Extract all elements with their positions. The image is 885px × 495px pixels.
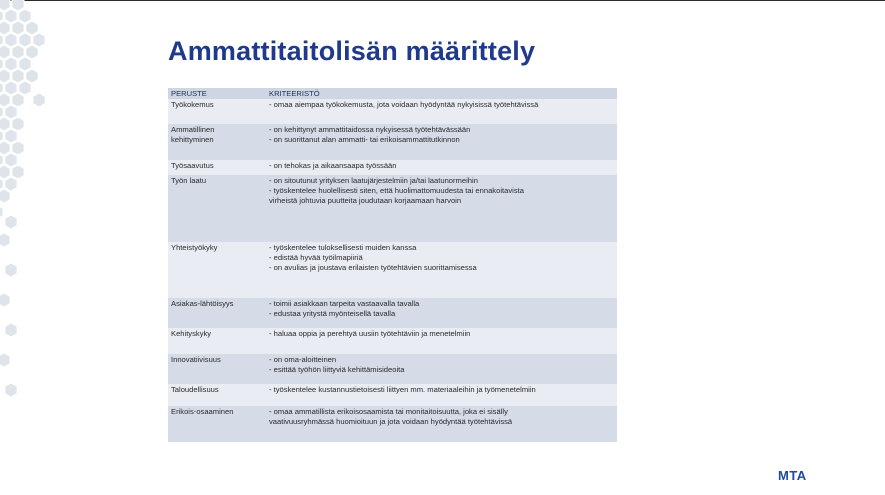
table-row xyxy=(168,328,617,354)
kriteeri-line: - edustaa yritystä myönteisellä tavalla xyxy=(269,309,396,318)
peruste-cell xyxy=(168,384,266,406)
column-header-kriteeristo: KRITEERISTÖ xyxy=(266,88,617,99)
kriteeri-line: - edistää hyvää työilmapiiriä xyxy=(269,253,363,262)
hexagon-shape xyxy=(19,33,31,47)
peruste-cell xyxy=(168,298,266,328)
peruste-cell xyxy=(168,328,266,354)
hexagon-shape xyxy=(0,21,10,35)
hexagon-shape xyxy=(0,69,10,83)
hexagon-shape xyxy=(0,233,10,247)
kriteeri-line: - omaa ammatillista erikoisosaamista tai monitaitoisuutta, joka ei sisälly xyxy=(269,407,508,416)
hexagon-shape xyxy=(0,293,10,307)
hexagon-decoration xyxy=(0,0,60,400)
peruste-line: Työkokemus xyxy=(171,100,214,109)
hexagon-shape xyxy=(5,215,17,229)
kriteeri-cell xyxy=(266,124,617,160)
peruste-line: Kehityskyky xyxy=(171,329,212,338)
kriteeri-line: - työskentelee tuloksellisesti muiden kanssa xyxy=(269,243,417,252)
hexagon-shape xyxy=(5,105,17,119)
hexagon-shape xyxy=(12,141,24,155)
hexagon-shape xyxy=(12,117,24,131)
hexagon-shape xyxy=(33,93,45,107)
kriteeri-cell xyxy=(266,242,617,298)
hexagon-shape xyxy=(0,177,3,191)
table-row xyxy=(168,406,617,442)
hexagon-shape xyxy=(12,45,24,59)
peruste-cell xyxy=(168,99,266,124)
hexagon-shape xyxy=(0,205,3,219)
kriteeri-line: vaativuusryhmässä huomioituun ja jota voidaan hyödyntää työtehtävissä xyxy=(269,417,513,426)
hexagon-shape xyxy=(0,105,3,119)
table-row xyxy=(168,384,617,406)
kriteeri-cell xyxy=(266,354,617,384)
table-row xyxy=(168,160,617,175)
table-header-row xyxy=(168,88,617,99)
peruste-line: Taloudellisuus xyxy=(171,385,219,394)
hexagon-shape xyxy=(0,9,3,23)
kriteeri-line: - työskentelee kustannustietoisesti liittyen mm. materiaaleihin ja työmenetelmiin xyxy=(269,385,536,394)
hexagon-shape xyxy=(5,81,17,95)
peruste-cell xyxy=(168,354,266,384)
peruste-line: Työn laatu xyxy=(171,176,207,185)
hexagon-shape xyxy=(26,45,38,59)
table-row xyxy=(168,354,617,384)
hexagon-shape xyxy=(5,129,17,143)
hexagon-shape xyxy=(26,69,38,83)
hexagon-shape xyxy=(0,93,10,107)
hexagon-shape xyxy=(12,21,24,35)
criteria-table xyxy=(168,88,617,442)
hexagon-shape xyxy=(12,165,24,179)
peruste-line: kehittyminen xyxy=(171,135,214,144)
hexagon-shape xyxy=(0,0,10,11)
hexagon-shape xyxy=(12,69,24,83)
kriteeri-line: - on kehittynyt ammattitaidossa nykyisessä työtehtävässään xyxy=(269,125,471,134)
hexagon-shape xyxy=(19,81,31,95)
hexagon-shape xyxy=(0,153,3,167)
hexagon-shape xyxy=(0,45,10,59)
hexagon-shape xyxy=(12,0,24,11)
hexagon-shape xyxy=(0,353,10,367)
hexagon-shape xyxy=(5,177,17,191)
kriteeri-line: - on oma-aloitteinen xyxy=(269,355,337,364)
top-border xyxy=(0,0,885,1)
hexagon-shape xyxy=(5,323,17,337)
table-row xyxy=(168,175,617,242)
peruste-cell xyxy=(168,406,266,442)
peruste-line: Työsaavutus xyxy=(171,161,214,170)
table-row xyxy=(168,298,617,328)
kriteeri-line: virheistä johtuvia puutteita joudutaan korjaamaan harvoin xyxy=(269,196,462,205)
hexagon-shape xyxy=(26,21,38,35)
hexagon-shape xyxy=(33,33,45,47)
kriteeri-line: - esittää työhön liittyviä kehittämisideoita xyxy=(269,365,405,374)
peruste-line: Innovatiivisuus xyxy=(171,355,221,364)
peruste-cell xyxy=(168,124,266,160)
kriteeri-line: - on avulias ja joustava erilaisten työtehtävien suorittamisessa xyxy=(269,263,477,272)
table-row xyxy=(168,242,617,298)
hexagon-shape xyxy=(5,57,17,71)
kriteeri-line: - on suorittanut alan ammatti- tai erikoisammattitutkinnon xyxy=(269,135,460,144)
kriteeri-cell xyxy=(266,160,617,175)
page-title: Ammattitaitolisän määrittely xyxy=(168,36,536,66)
table-row xyxy=(168,99,617,124)
hexagon-shape xyxy=(5,383,17,397)
hexagon-shape xyxy=(19,57,31,71)
kriteeri-cell xyxy=(266,406,617,442)
hexagon-shape xyxy=(0,165,10,179)
peruste-cell xyxy=(168,175,266,242)
kriteeri-line: - työskentelee huolellisesti siten, että huolimattomuudesta tai ennakoitavista xyxy=(269,186,524,195)
mta-logo: MTA xyxy=(778,468,807,483)
hexagon-shape xyxy=(0,141,10,155)
peruste-line: Erikois-osaaminen xyxy=(171,407,234,416)
hexagon-shape xyxy=(19,9,31,23)
kriteeri-cell xyxy=(266,384,617,406)
peruste-cell xyxy=(168,160,266,175)
hexagon-shape xyxy=(0,129,3,143)
kriteeri-line: - haluaa oppia ja perehtyä uusiin työtehtäviin ja menetelmiin xyxy=(269,329,471,338)
hexagon-shape xyxy=(5,263,17,277)
hexagon-shape xyxy=(5,9,17,23)
kriteeri-cell xyxy=(266,298,617,328)
peruste-line: Yhteistyökyky xyxy=(171,243,218,252)
kriteeri-line: - omaa aiempaa työkokemusta, jota voidaan hyödyntää nykyisissä työtehtävissä xyxy=(269,100,539,109)
kriteeri-line: - toimii asiakkaan tarpeita vastaavalla tavalla xyxy=(269,299,420,308)
kriteeri-cell xyxy=(266,328,617,354)
peruste-cell xyxy=(168,242,266,298)
hexagon-shape xyxy=(12,93,24,107)
hexagon-shape xyxy=(5,153,17,167)
hexagon-shape xyxy=(5,33,17,47)
kriteeri-cell xyxy=(266,99,617,124)
kriteeri-cell xyxy=(266,175,617,242)
column-header-peruste: PERUSTE xyxy=(168,88,266,99)
kriteeri-line: - on sitoutunut yrityksen laatujärjestelmiin ja/tai laatunormeihin xyxy=(269,176,478,185)
table-row xyxy=(168,124,617,160)
peruste-line: Ammatillinen xyxy=(171,125,215,134)
hexagon-shape xyxy=(0,189,10,203)
hexagon-shape xyxy=(0,33,3,47)
hexagon-shape xyxy=(0,117,10,131)
peruste-line: Asiakas-lähtöisyys xyxy=(171,299,234,308)
hexagon-shape xyxy=(0,57,3,71)
hexagon-shape xyxy=(0,81,3,95)
kriteeri-line: - on tehokas ja aikaansaapa työssään xyxy=(269,161,397,170)
